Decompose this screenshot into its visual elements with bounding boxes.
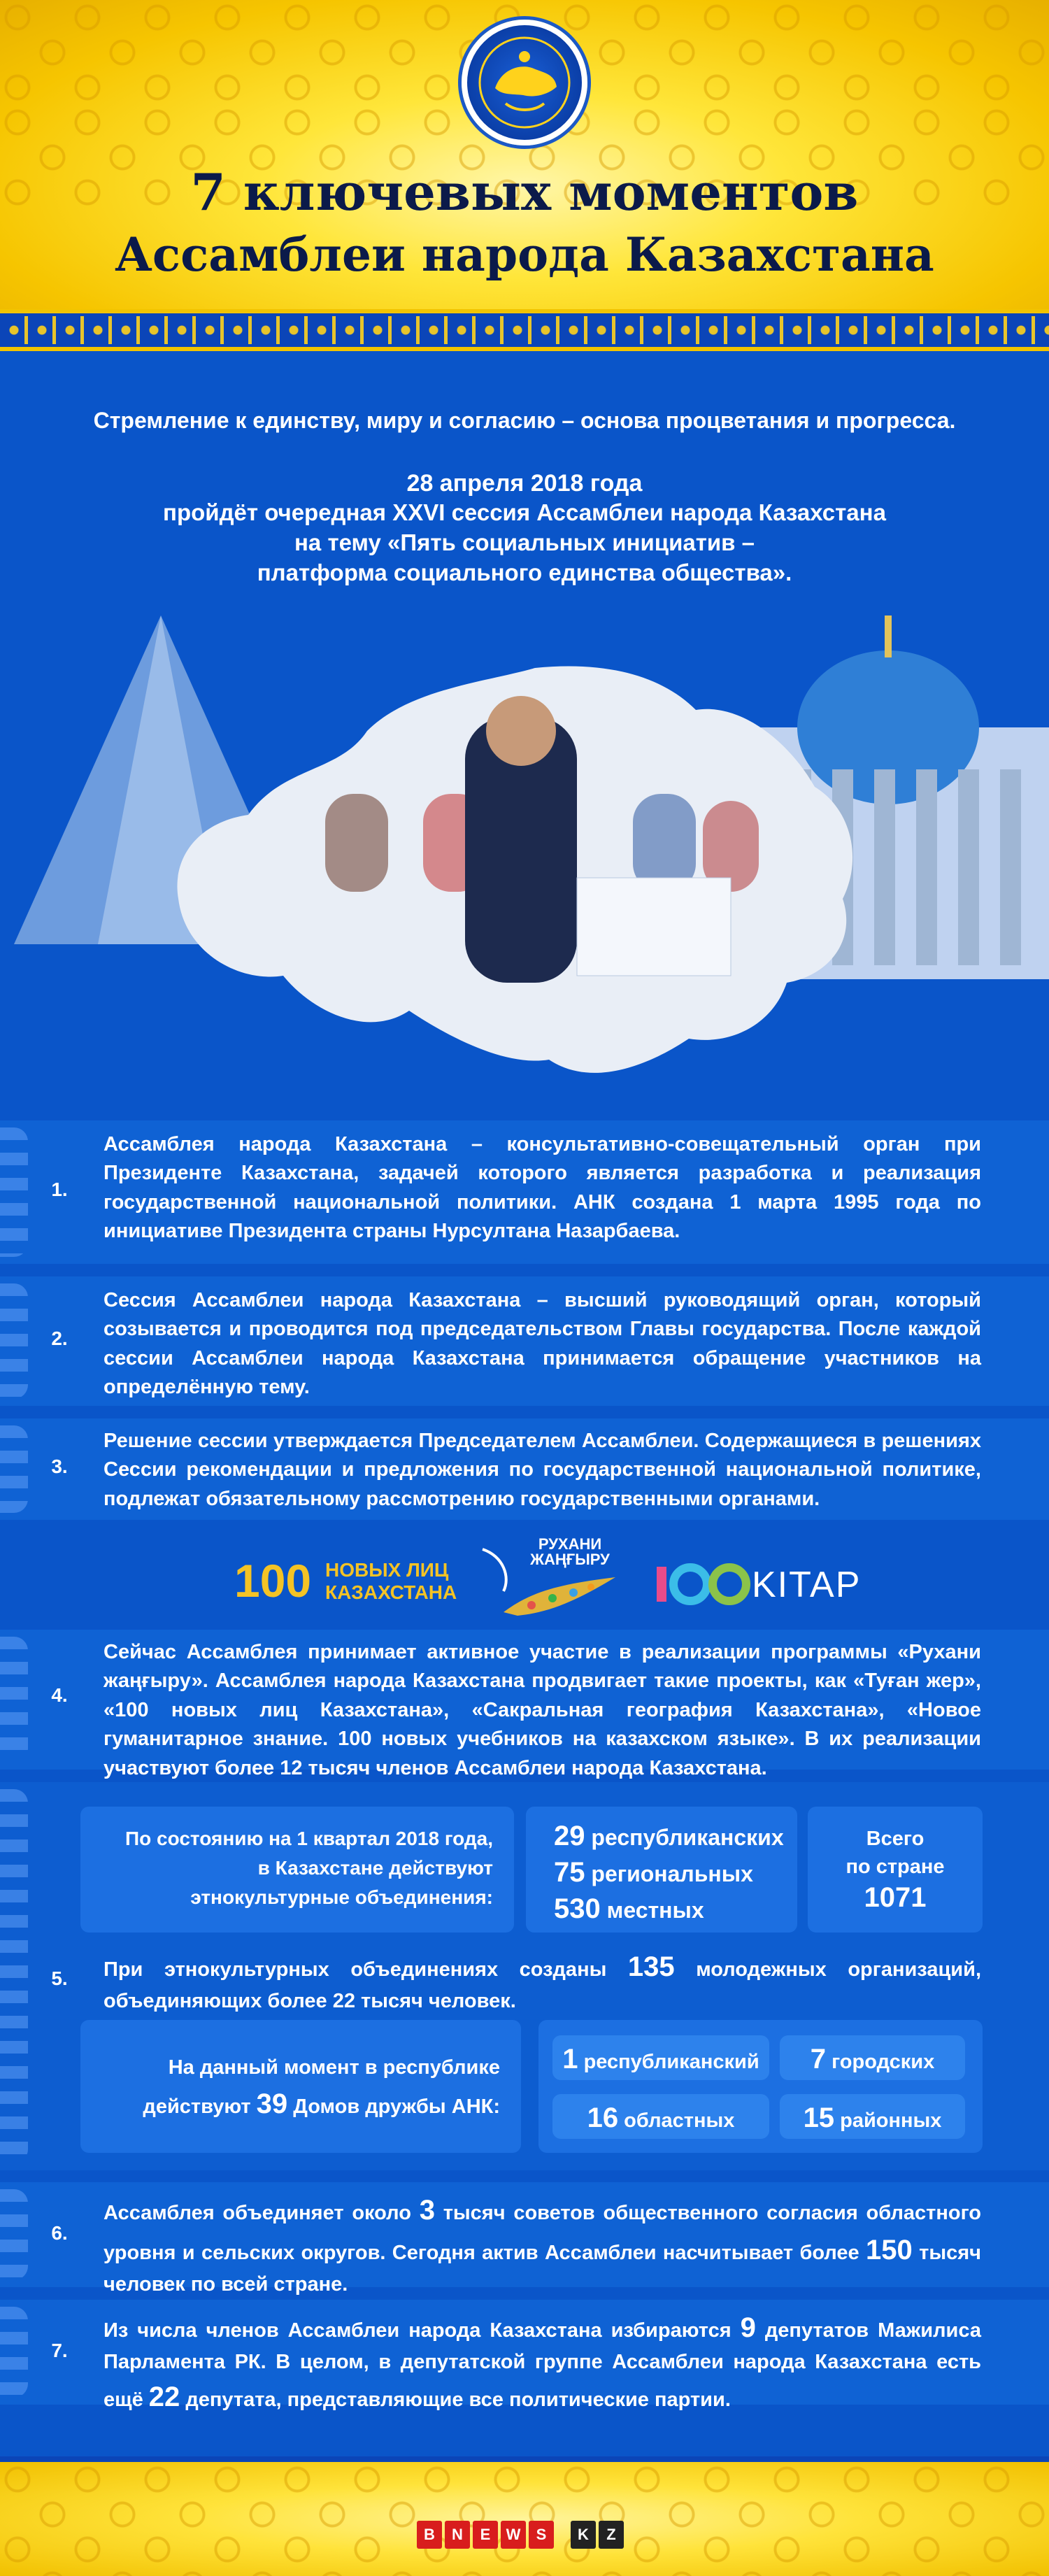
ethno-label-box <box>80 1807 514 1933</box>
item-text: При этнокультурных объединениях созданы 135 молодежных организаций, объединяющих более 22 тысяч человек. <box>104 1951 982 2013</box>
bird-ornament-icon <box>476 1528 629 1626</box>
ethno-total-line2: по стране <box>845 1856 945 1878</box>
houses-district: 15 районных <box>780 2094 965 2139</box>
item-number: 5. <box>51 1967 68 1989</box>
item-text: Ассамблея народа Казахстана – консультативно-совещательный орган при Президенте Казахстана, задачей которого является разработка и реализация государственной национальной политики. АНК создана 1 марта 1995 года по инициативе Президента страны Нурсултана Назарбаева. <box>104 1133 981 1243</box>
brand-letter: Z <box>599 2521 624 2549</box>
hundred-logo-line2: КАЗАХСТАНА <box>325 1581 457 1603</box>
session-text-line3: платформа социального единства общества». <box>257 560 792 585</box>
list-item <box>0 2300 1049 2412</box>
rukhani-logo-line1: РУХАНИ <box>538 1535 602 1553</box>
brand-letter: S <box>529 2521 554 2549</box>
bnews-logo[interactable] <box>417 2521 634 2549</box>
houses-counts-box <box>538 2020 983 2153</box>
item-text: Сейчас Ассамблея принимает активное участие в реализации программы «Рухани жаңғыру». Ассамблея народа Казахстана продвигает такие проекты, как «Туған жер», «100 новых лиц Казахстана», «Сакральная география Казахстана», «Новое гуманитарное знание. 100 новых учебников на казахском языке». В их реализации участвуют более 12 тысяч членов Ассамблеи народа Казахстана. <box>104 1641 981 1779</box>
brand-letter: B <box>417 2521 442 2549</box>
brand-letter: W <box>501 2521 526 2549</box>
ethno-label-line2: в Казахстане действуют <box>257 1857 493 1879</box>
footer-ornament <box>0 2462 1049 2576</box>
program-logos <box>0 1528 1049 1626</box>
ethno-total-value: 1071 <box>864 1882 927 1913</box>
ornament-border <box>0 309 1049 351</box>
kazakhstan-map-photo <box>157 647 871 1088</box>
item-number: 2. <box>51 1328 68 1349</box>
session-date: 28 апреля 2018 года <box>406 470 643 497</box>
ethno-counts-box <box>526 1807 797 1933</box>
hundred-logo-number: 100 <box>234 1555 312 1607</box>
item-number: 6. <box>51 2222 68 2244</box>
ethno-label-line3: этнокультурные объединения: <box>190 1886 493 1908</box>
brand-letter: N <box>445 2521 470 2549</box>
rukhani-logo-line2: ЖАҢҒЫРУ <box>530 1551 610 1568</box>
assembly-emblem-icon <box>462 20 587 145</box>
hundred-book-icon <box>654 1560 752 1609</box>
item-text: Решение сессии утверждается Председателем Ассамблеи. Содержащиеся в решениях Сессии рекомендации и предложения по государственной национальной политике, подлежат обязательному рассмотрению государственными органами. <box>104 1430 981 1510</box>
hundred-new-faces-logo <box>234 1553 458 1609</box>
hundred-kitap-logo <box>654 1560 878 1609</box>
brand-letter: K <box>571 2521 596 2549</box>
item-number: 4. <box>51 1684 68 1706</box>
kitap-word: KITAP <box>752 1565 862 1605</box>
item-number: 3. <box>51 1456 68 1477</box>
item-number: 1. <box>51 1179 68 1200</box>
houses-label-box <box>80 2020 521 2153</box>
ethno-total-box <box>808 1807 983 1933</box>
ethno-label-line1: По состоянию на 1 квартал 2018 года, <box>125 1828 493 1849</box>
tagline: Стремление к единству, миру и согласию – основа процветания и прогресса. <box>93 408 956 433</box>
hundred-logo-line1: НОВЫХ ЛИЦ <box>325 1559 449 1581</box>
photo-collage <box>0 588 1049 1091</box>
session-text-line1: пройдёт очередная XXVI сессия Ассамблеи народа Казахстана <box>163 499 886 525</box>
session-text-line2: на тему «Пять социальных инициатив – <box>294 529 755 555</box>
list-item <box>0 1120 1049 1264</box>
page-title-line2: Ассамблеи народа Казахстана <box>115 227 934 282</box>
list-item <box>0 2182 1049 2296</box>
brand-letter: E <box>473 2521 498 2549</box>
ethno-regional: 75 региональных <box>554 1857 753 1888</box>
houses-label-line2: действуют 39 Домов дружбы АНК: <box>143 2088 500 2119</box>
header-banner <box>0 0 1049 309</box>
item-text: Из числа членов Ассамблеи народа Казахстана избираются 9 депутатов Мажилиса Парламента РК. В целом, в депутатской группе Ассамблеи народа Казахстана есть ещё 22 депутата, представляющие все политические партии. <box>104 2312 981 2412</box>
footer-banner <box>0 2456 1049 2576</box>
item-text: Ассамблея объединяет около 3 тысяч советов общественного согласия областного уровня и сельских округов. Сегодня актив Ассамблеи насчитывает более 150 тысяч человек по всей стране. <box>104 2195 981 2296</box>
houses-label-line1: На данный момент в республике <box>168 2056 500 2079</box>
list-item <box>0 1630 1049 1779</box>
ethno-local: 530 местных <box>554 1893 704 1924</box>
houses-city: 7 городских <box>780 2035 965 2080</box>
list-item <box>0 1418 1049 1520</box>
ethno-republican: 29 республиканских <box>554 1821 784 1851</box>
list-item <box>0 1276 1049 1406</box>
item-number: 7. <box>51 2340 68 2361</box>
item-text: Сессия Ассамблеи народа Казахстана – высший руководящий орган, который созывается и проводится под председательством Главы государства. После каждой сессии Ассамблеи народа Казахстана принимается обращение участников на определённую тему. <box>104 1289 981 1399</box>
page-title-line1: 7 ключевых моментов <box>190 162 859 222</box>
rukhani-zhangyru-logo <box>476 1528 629 1626</box>
houses-oblast: 16 областных <box>552 2094 769 2139</box>
list-item <box>0 1782 1049 2170</box>
houses-republican: 1 республиканский <box>552 2035 769 2080</box>
ethno-total-line1: Всего <box>866 1828 925 1850</box>
